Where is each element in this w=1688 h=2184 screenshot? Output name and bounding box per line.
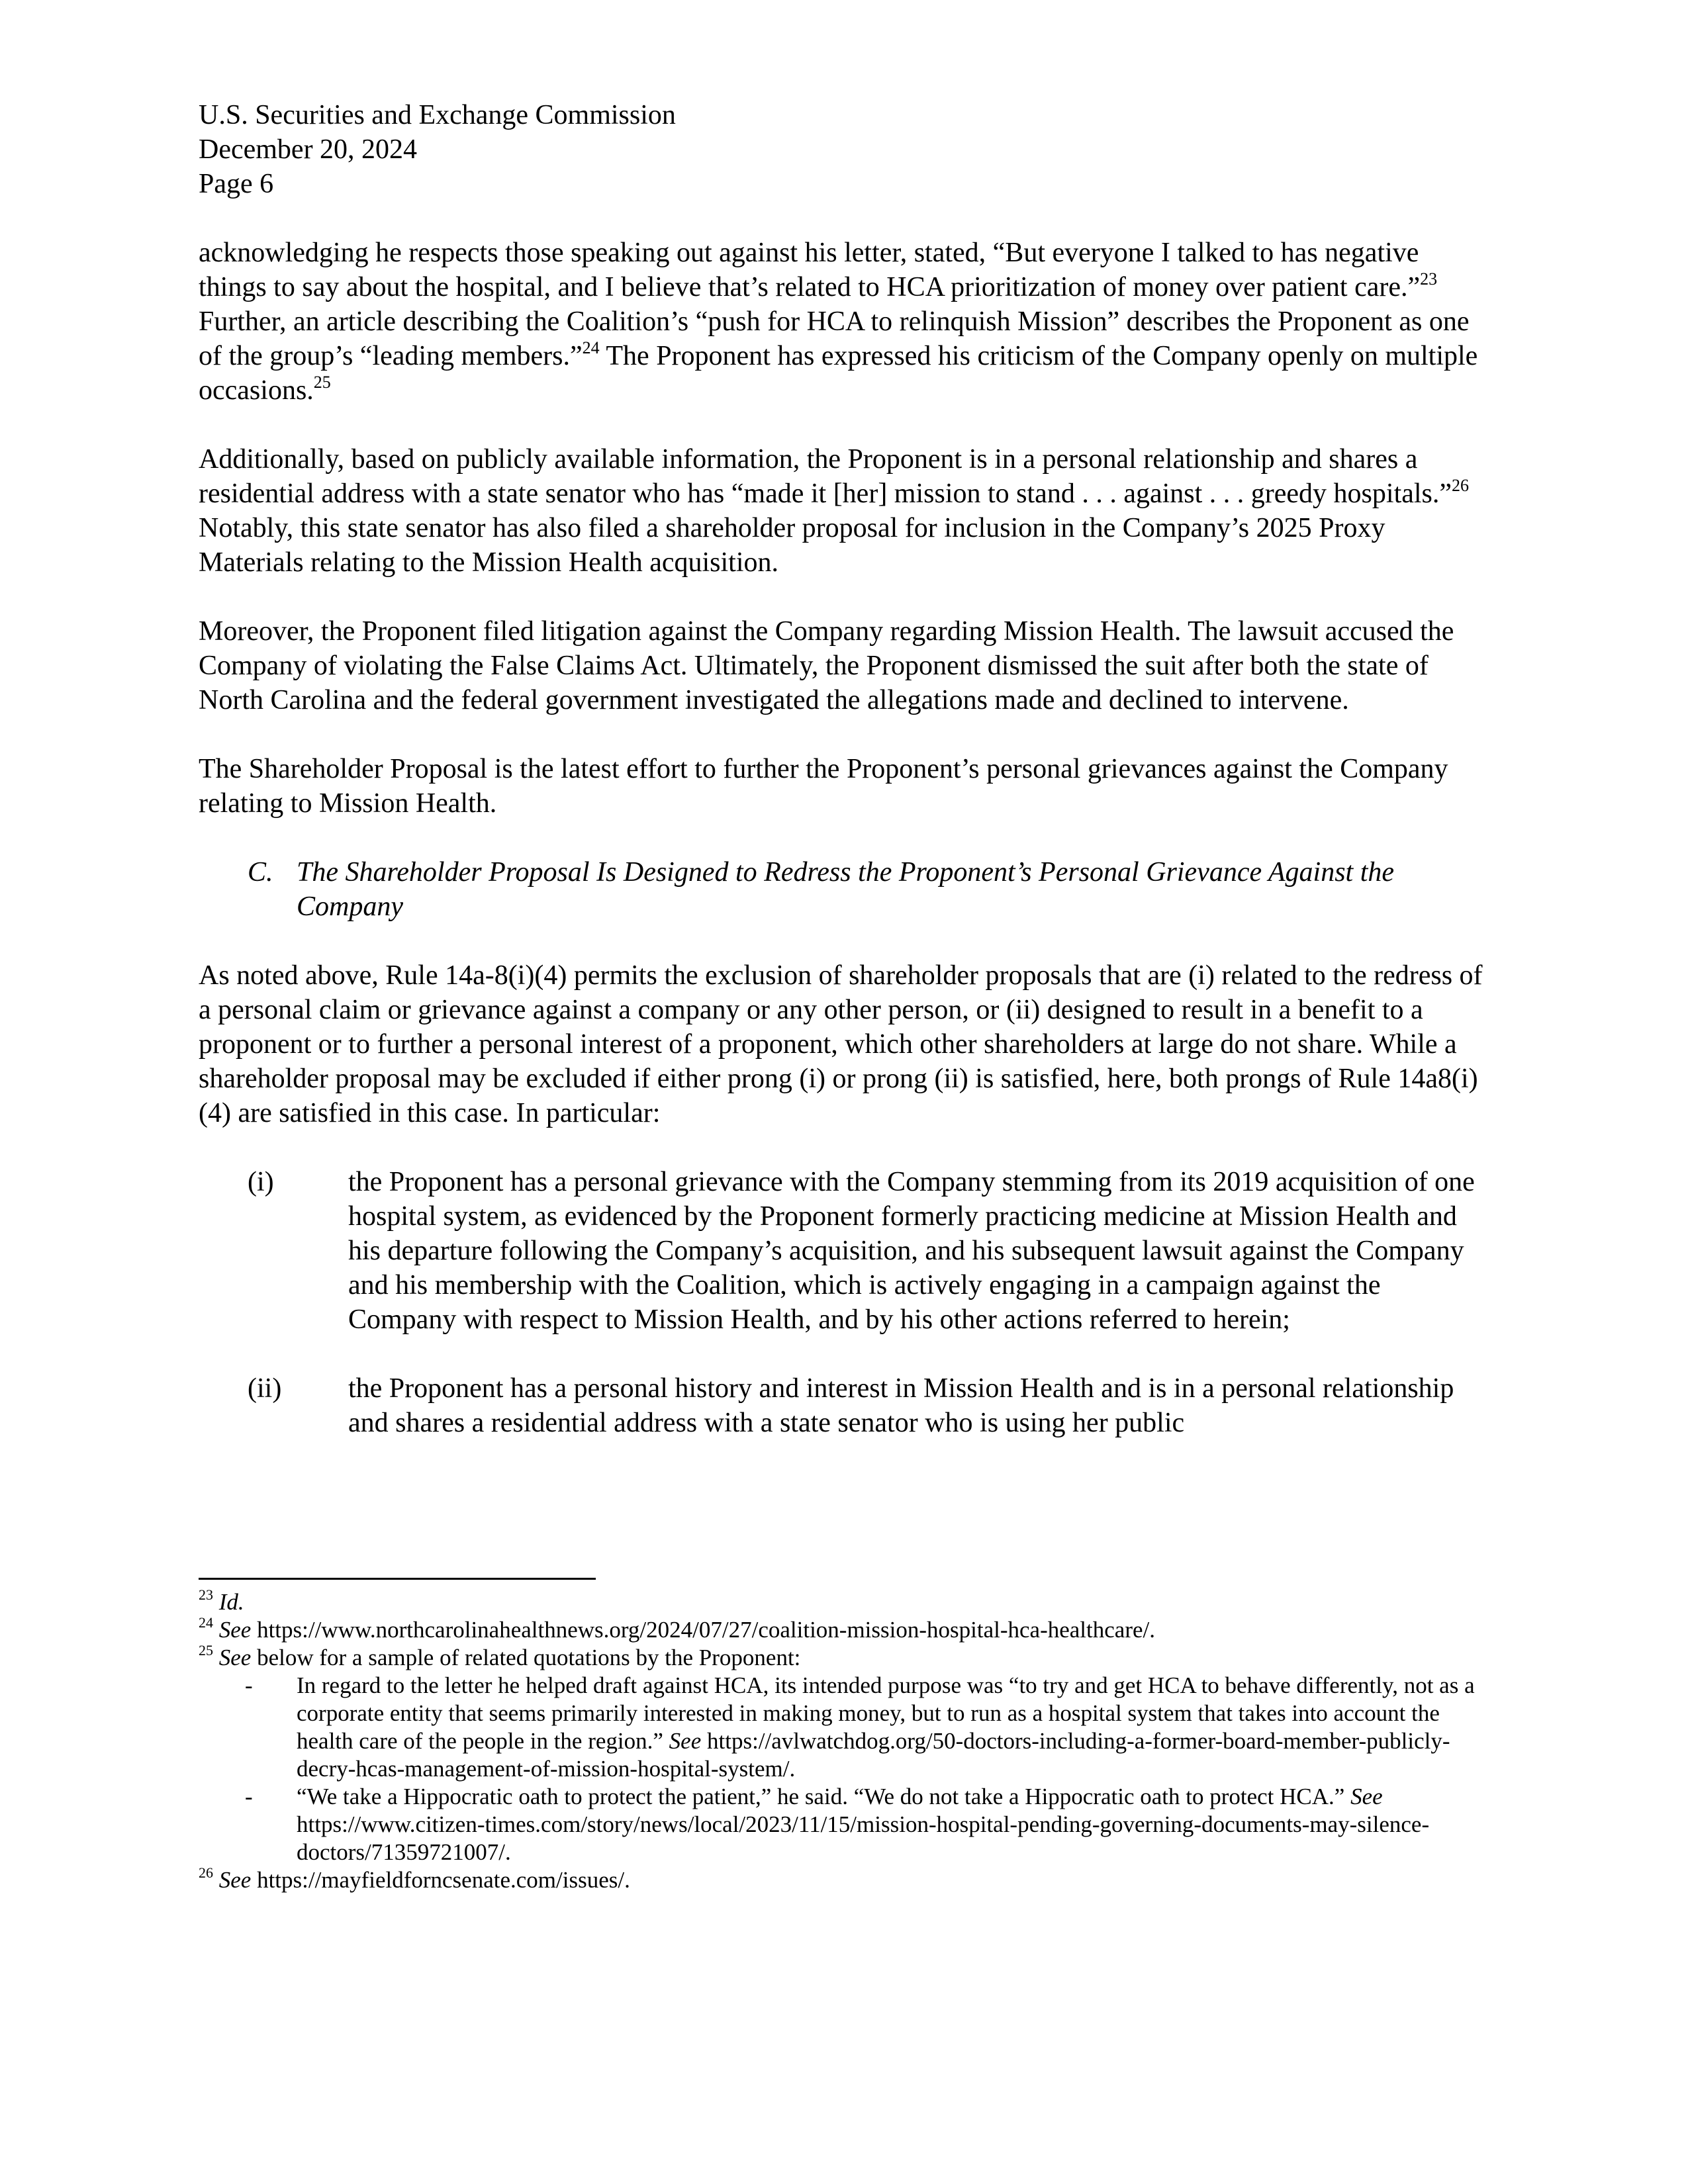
list-item <box>199 1371 1489 1440</box>
paragraph-3: Moreover, the Proponent filed litigation against the Company regarding Mission Health. The lawsuit accused the Company of violating the False Claims Act. Ultimately, the Proponent dismissed the suit after both the state of North Carolina and the federal government investigated the allegations made and declined to intervene. <box>199 616 1454 715</box>
footnote-26 <box>199 1866 1489 1894</box>
footnotes <box>199 1588 1489 1894</box>
bullet-italic: See <box>669 1728 702 1754</box>
paragraph-1-text-c: The Proponent has expressed his criticism of the Company openly on multiple occasions. <box>199 341 1478 406</box>
bullet-quote: “We take a Hippocratic oath to protect the patient,” he said. “We do not take a Hippocratic oath to protect HCA.” <box>297 1784 1351 1809</box>
footnote-link[interactable]: https://mayfieldforncsenate.com/issues/. <box>251 1867 630 1893</box>
list-marker: (ii) <box>248 1373 282 1404</box>
list-marker: (i) <box>248 1167 274 1197</box>
footnote-italic: See <box>218 1867 252 1893</box>
section-heading-letter: C. <box>248 857 273 887</box>
footnote-italic: See <box>218 1617 252 1643</box>
bullet-quote: In regard to the letter he helped draft against HCA, its intended purpose was “to try and get HCA to behave differently, not as a corporate entity that seems primarily interested in making money, but to run as a hospital system that takes into account the health care of the people in the region.” <box>297 1672 1475 1754</box>
paragraph-2-text-a: Additionally, based on publicly available information, the Proponent is in a personal relationship and shares a residential address with a state senator who has “made it [her] mission to stand . . . against . . . greedy hospitals.” <box>199 444 1452 509</box>
letter-body <box>199 98 1489 1475</box>
footnote-number: 23 <box>199 1586 213 1604</box>
footnote-ref-26[interactable]: 26 <box>1452 476 1470 495</box>
paragraph-4: The Shareholder Proposal is the latest effort to further the Proponent’s personal grievances against the Company relating to Mission Health. <box>199 754 1448 819</box>
footnote-number: 24 <box>199 1614 213 1631</box>
paragraph-2-text-b: Notably, this state senator has also filed a shareholder proposal for inclusion in the Company’s 2025 Proxy Materials relating to the Mission Health acquisition. <box>199 513 1385 578</box>
footnote-italic: See <box>218 1645 252 1670</box>
bullet-link[interactable]: https://avlwatchdog.org/50-doctors-including-a-former-board-member-publicly-decry-hcas-management-of-mission-hospital-system/. <box>297 1728 1450 1782</box>
page-number: Page 6 <box>199 169 274 199</box>
list-item-text: the Proponent has a personal history and interest in Mission Health and is in a personal relationship and shares a residential address with a state senator who is using her public <box>348 1373 1454 1438</box>
footnote-number: 26 <box>199 1864 213 1882</box>
paragraph-2 <box>199 442 1489 580</box>
date-line: December 20, 2024 <box>199 134 418 165</box>
footnote-bullet <box>199 1672 1489 1783</box>
footnote-23 <box>199 1588 1489 1616</box>
bullet-text <box>297 1672 1489 1783</box>
list-item-text: the Proponent has a personal grievance with the Company stemming from its 2019 acquisition of one hospital system, as evidenced by the Proponent formerly practicing medicine at Mission Health and his departure following the Company’s acquisition, and his subsequent lawsuit against the Company and his membership with the Coalition, which is actively engaging in a campaign against the Company with respect to Mission Health, and by his other actions referred to herein; <box>348 1167 1475 1335</box>
paragraph-1-text-a: acknowledging he respects those speaking out against his letter, stated, “But everyone I talked to has negative things to say about the hospital, and I believe that’s related to HCA prioritization of money over patient care.” <box>199 238 1421 302</box>
paragraph-5: As noted above, Rule 14a-8(i)(4) permits the exclusion of shareholder proposals that are (i) related to the redress of a personal claim or grievance against a company or any other person, or (ii) designed to result in a benefit to a proponent or to further a personal interest of a proponent, which other shareholders at large do not share. While a shareholder proposal may be excluded if either prong (i) or prong (ii) is satisfied, here, both prongs of Rule 14a8(i)(4) are satisfied in this case. In particular: <box>199 960 1483 1128</box>
footnote-bullet <box>199 1783 1489 1866</box>
paragraph-1-text-b: Further, an article describing the Coalition’s “push for HCA to relinquish Mission” describes the Proponent as one of the group’s “leading members.” <box>199 306 1470 371</box>
section-heading-text: The Shareholder Proposal Is Designed to Redress the Proponent’s Personal Grievance Against the Company <box>297 857 1395 922</box>
bullet-dash: - <box>245 1784 253 1809</box>
footnote-link[interactable]: https://www.northcarolinahealthnews.org/2024/07/27/coalition-mission-hospital-hca-healthcare/. <box>251 1617 1155 1643</box>
bullet-italic: See <box>1350 1784 1383 1809</box>
footnote-text: below for a sample of related quotations by the Proponent: <box>251 1645 801 1670</box>
bullet-text <box>297 1783 1489 1866</box>
footnote-number: 25 <box>199 1642 213 1659</box>
letter-header <box>199 98 1489 201</box>
prong-list <box>199 1165 1489 1440</box>
footnote-ref-25[interactable]: 25 <box>313 373 331 392</box>
footnote-ref-24[interactable]: 24 <box>582 338 600 357</box>
section-heading-c <box>199 855 1489 924</box>
paragraph-1 <box>199 236 1489 408</box>
footnote-24 <box>199 1616 1489 1644</box>
footnote-25 <box>199 1644 1489 1672</box>
list-item <box>199 1165 1489 1337</box>
footnote-italic: Id. <box>218 1589 244 1615</box>
footnote-ref-23[interactable]: 23 <box>1420 269 1438 289</box>
bullet-link[interactable]: https://www.citizen-times.com/story/news/local/2023/11/15/mission-hospital-pending-governing-documents-may-silence-doctors/71359721007/. <box>297 1811 1430 1865</box>
recipient-line: U.S. Securities and Exchange Commission <box>199 100 676 130</box>
footnote-separator <box>199 1578 596 1580</box>
bullet-dash: - <box>245 1672 253 1698</box>
